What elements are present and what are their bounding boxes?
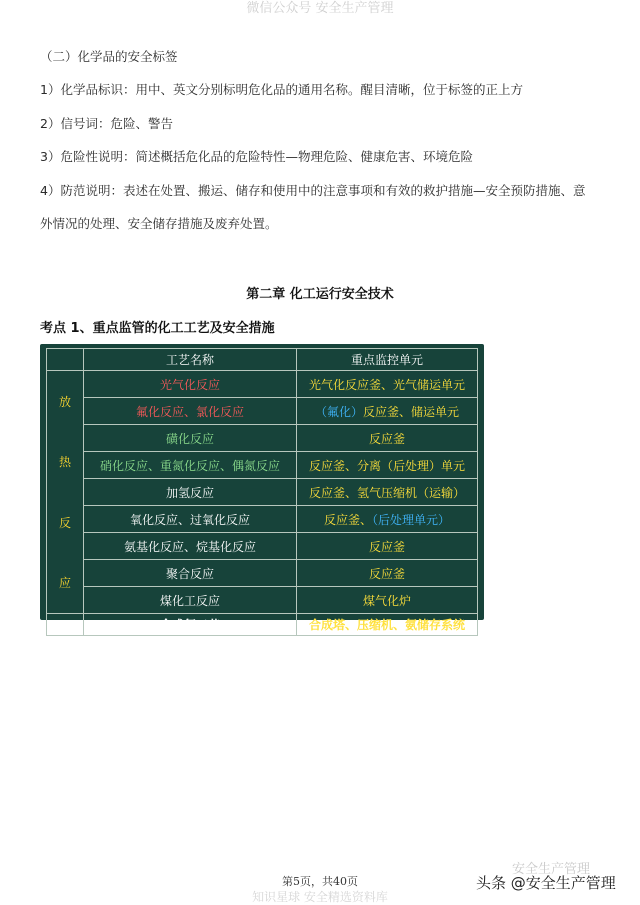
list-item-4-cont: 外情况的处理、安全储存措施及废弃处置。 bbox=[40, 216, 278, 231]
unit-cell: 反应釜、氢气压缩机（运输） bbox=[297, 479, 478, 506]
side-label bbox=[47, 371, 84, 614]
unit-cell: 反应釜、分离（后处理）单元 bbox=[297, 452, 478, 479]
process-cell: 磺化反应 bbox=[84, 425, 297, 452]
list-item-4: 4）防范说明：表述在处置、搬运、储存和使用中的注意事项和有效的救护措施—安全预防措施、意 bbox=[40, 183, 586, 198]
process-cell: 氧化反应、过氧化反应 bbox=[84, 506, 297, 533]
table-row bbox=[47, 560, 478, 587]
section-title: （二）化学品的安全标签 bbox=[40, 49, 178, 64]
unit-cell: 光气化反应釜、光气储运单元 bbox=[297, 371, 478, 398]
watermark-top: 微信公众号 安全生产管理 bbox=[246, 1, 394, 16]
unit-cell: 反应釜 bbox=[297, 560, 478, 587]
header-process: 工艺名称 bbox=[84, 349, 297, 371]
kaodian-title: 考点 1、重点监管的化工工艺及安全措施 bbox=[40, 321, 275, 336]
table-row bbox=[47, 587, 478, 614]
unit-cell bbox=[297, 398, 478, 425]
process-cell: 聚合反应 bbox=[84, 560, 297, 587]
process-cell: 氨基化反应、烷基化反应 bbox=[84, 533, 297, 560]
list-item-3: 3）危险性说明：简述概括危化品的危险特性—物理危险、健康危害、环境危险 bbox=[40, 149, 473, 164]
side-header bbox=[47, 349, 84, 371]
unit-cell: 反应釜 bbox=[297, 533, 478, 560]
process-cell: 光气化反应 bbox=[84, 371, 297, 398]
process-cell: 合成氨工艺 bbox=[84, 614, 297, 636]
list-item-1: 1）化学品标识：用中、英文分别标明危化品的通用名称。醒目清晰，位于标签的正上方 bbox=[40, 82, 523, 97]
table-row bbox=[47, 614, 478, 636]
side-char-3: 反 bbox=[58, 515, 71, 530]
chapter-title: 第二章 化工运行安全技术 bbox=[246, 287, 394, 302]
table-header-row bbox=[47, 349, 478, 371]
header-unit: 重点监控单元 bbox=[297, 349, 478, 371]
side-char-1: 放 bbox=[58, 394, 71, 409]
table-row bbox=[47, 398, 478, 425]
process-table bbox=[46, 348, 478, 636]
table-row bbox=[47, 533, 478, 560]
process-table-board bbox=[40, 344, 484, 632]
unit-cell: 反应釜 bbox=[297, 425, 478, 452]
unit-cell: 合成塔、压缩机、氨储存系统 bbox=[297, 614, 478, 636]
unit-cell bbox=[297, 506, 478, 533]
table-row bbox=[47, 425, 478, 452]
watermark-bottom: 知识星球 安全精选资料库 bbox=[252, 890, 388, 904]
side-char-2: 热 bbox=[58, 455, 71, 470]
table-row bbox=[47, 371, 478, 398]
table-row bbox=[47, 452, 478, 479]
process-cell: 氟化反应、氯化反应 bbox=[84, 398, 297, 425]
list-item-2: 2）信号词：危险、警告 bbox=[40, 116, 173, 131]
process-cell: 煤化工反应 bbox=[84, 587, 297, 614]
process-cell: 硝化反应、重氮化反应、偶氮反应 bbox=[84, 452, 297, 479]
watermark-brand-faded: 安全生产管理 bbox=[512, 862, 591, 877]
side-char-4: 应 bbox=[58, 576, 71, 591]
process-cell: 加氢反应 bbox=[84, 479, 297, 506]
unit-suffix: （后处理单元） bbox=[372, 512, 451, 527]
unit-cell: 煤气化炉 bbox=[297, 587, 478, 614]
table-row bbox=[47, 506, 478, 533]
page-number: 第5页，共40页 bbox=[282, 875, 358, 888]
unit-text: 反应釜、储运单元 bbox=[363, 404, 460, 419]
table-row bbox=[47, 479, 478, 506]
side-empty-cell bbox=[47, 614, 84, 636]
unit-prefix: （氟化） bbox=[314, 404, 363, 419]
brand-label: 头条 @安全生产管理 bbox=[476, 874, 616, 892]
unit-text: 反应釜、 bbox=[323, 512, 372, 527]
